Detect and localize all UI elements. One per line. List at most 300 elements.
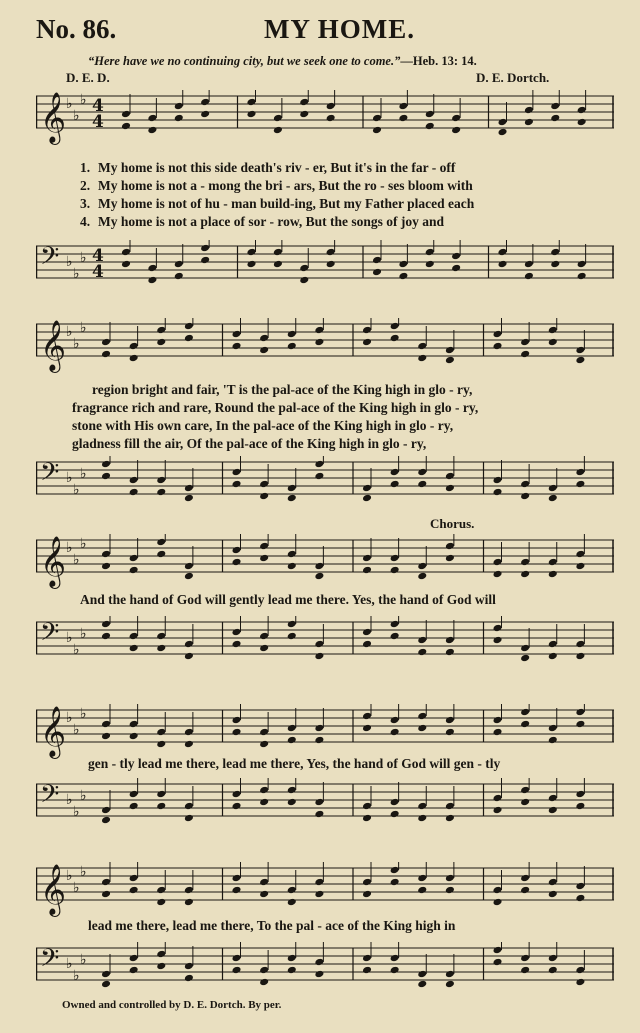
note-head (575, 652, 585, 661)
note-head (362, 628, 372, 637)
flat-icon: ♭ (80, 626, 87, 642)
note-head (156, 962, 166, 971)
treble-staff (36, 90, 614, 143)
note-head (232, 558, 242, 567)
note-head (101, 720, 111, 729)
note-head (129, 554, 139, 563)
flat-icon: ♭ (73, 108, 80, 124)
note-head (314, 562, 324, 571)
note-head (575, 790, 585, 799)
note-head (147, 264, 157, 273)
note-head (247, 260, 257, 269)
treble-staff (36, 318, 614, 371)
note-head (362, 802, 372, 811)
note-head (520, 570, 530, 579)
note-head (184, 886, 194, 895)
note-head (417, 874, 427, 883)
note-head (524, 106, 534, 115)
treble-staff (36, 534, 614, 587)
note-head (445, 980, 455, 989)
flat-icon: ♭ (73, 482, 80, 498)
note-head (287, 494, 297, 503)
note-head (129, 488, 139, 497)
note-head (184, 562, 194, 571)
note-head (129, 954, 139, 963)
note-head (200, 256, 210, 265)
note-head (451, 126, 461, 135)
note-head (575, 894, 585, 903)
note-head (184, 322, 194, 331)
note-head (390, 632, 400, 641)
note-head (524, 260, 534, 269)
note-head (259, 740, 269, 749)
note-head (390, 468, 400, 477)
flat-icon: ♭ (73, 642, 80, 658)
flat-icon: ♭ (66, 254, 73, 270)
note-head (550, 114, 560, 123)
note-head (121, 110, 131, 119)
note-head (101, 806, 111, 815)
note-head (390, 554, 400, 563)
note-head (445, 636, 455, 645)
note-head (548, 954, 558, 963)
note-head (575, 720, 585, 729)
treble-clef-icon: 𝄞 (40, 864, 67, 915)
note-head (445, 716, 455, 725)
note-head (101, 460, 111, 469)
note-head (299, 98, 309, 107)
verse-4-line: 4. My home is not a place of sor - row, But the songs of joy and (80, 214, 445, 229)
note-head (548, 326, 558, 335)
flat-icon: ♭ (66, 540, 73, 556)
note-head (259, 334, 269, 343)
note-head (287, 954, 297, 963)
note-head (259, 978, 269, 987)
note-head (520, 338, 530, 347)
note-head (259, 728, 269, 737)
note-head (548, 570, 558, 579)
note-head (417, 814, 427, 823)
note-head (520, 786, 530, 795)
note-head (524, 272, 534, 281)
hymn-number: No. 86. (36, 14, 117, 44)
bass-staff (36, 942, 614, 984)
note-head (417, 636, 427, 645)
note-head (575, 468, 585, 477)
quote-text: “Here have we no continuing city, but we seek one to come.” (88, 54, 401, 68)
flat-icon: ♭ (80, 536, 87, 552)
note-head (156, 538, 166, 547)
note-head (398, 102, 408, 111)
treble-clef-icon: 𝄞 (40, 320, 67, 371)
note-head (390, 334, 400, 343)
note-head (390, 878, 400, 887)
note-head (287, 484, 297, 493)
note-head (247, 98, 257, 107)
note-head (362, 338, 372, 347)
chorus-line-1: And the hand of God will gently lead me there. Yes, the hand of God will (80, 592, 496, 607)
note-head (417, 468, 427, 477)
note-head (417, 342, 427, 351)
flat-icon: ♭ (80, 320, 87, 336)
note-head (520, 966, 530, 975)
note-head (575, 966, 585, 975)
bass-staff (36, 456, 614, 498)
time-signature: 4 (92, 96, 104, 116)
note-head (156, 886, 166, 895)
note-head (174, 260, 184, 269)
verse-2-line: 2. My home is not a - mong the bri - ars, But the ro - ses bloom with (80, 178, 473, 193)
note-head (200, 244, 210, 253)
note-head (184, 334, 194, 343)
note-head (493, 624, 503, 633)
flat-icon: ♭ (80, 864, 87, 880)
note-head (287, 562, 297, 571)
note-head (362, 814, 372, 823)
note-head (493, 958, 503, 967)
note-head (101, 620, 111, 629)
note-head (548, 806, 558, 815)
note-head (493, 794, 503, 803)
flat-icon: ♭ (80, 788, 87, 804)
note-head (232, 330, 242, 339)
treble-clef-icon: 𝄞 (40, 92, 67, 143)
note-head (577, 118, 587, 127)
note-head (101, 350, 111, 359)
note-head (259, 644, 269, 653)
note-head (232, 728, 242, 737)
note-head (451, 114, 461, 123)
note-head (247, 248, 257, 257)
note-head (129, 720, 139, 729)
note-head (445, 814, 455, 823)
time-signature: 4 (92, 246, 104, 266)
bass-staff (36, 240, 614, 282)
note-head (493, 342, 503, 351)
note-head (299, 264, 309, 273)
note-head (520, 558, 530, 567)
note-head (156, 338, 166, 347)
note-head (362, 640, 372, 649)
note-head (232, 546, 242, 555)
bass-clef-icon: 𝄢 (40, 944, 60, 979)
note-head (156, 898, 166, 907)
note-head (200, 110, 210, 119)
note-head (575, 480, 585, 489)
note-head (445, 356, 455, 365)
bass-clef-icon: 𝄢 (40, 242, 60, 277)
note-head (445, 886, 455, 895)
note-head (575, 802, 585, 811)
note-head (156, 550, 166, 559)
note-head (520, 654, 530, 663)
note-head (390, 322, 400, 331)
note-head (445, 648, 455, 657)
verse-3-line: stone with His own care, In the pal-ace of the King high in glo - ry, (72, 418, 454, 433)
note-head (524, 118, 534, 127)
note-head (314, 572, 324, 581)
note-head (398, 114, 408, 123)
note-head (259, 346, 269, 355)
note-head (287, 620, 297, 629)
note-head (299, 110, 309, 119)
note-head (184, 962, 194, 971)
note-head (273, 260, 283, 269)
note-head (314, 810, 324, 819)
note-head (520, 644, 530, 653)
note-head (372, 114, 382, 123)
note-head (314, 798, 324, 807)
flat-icon: ♭ (73, 266, 80, 282)
note-head (493, 488, 503, 497)
note-head (498, 118, 508, 127)
note-head (101, 980, 111, 989)
note-head (259, 786, 269, 795)
note-head (575, 356, 585, 365)
note-head (174, 272, 184, 281)
note-head (445, 542, 455, 551)
note-head (101, 970, 111, 979)
note-head (445, 554, 455, 563)
note-head (575, 708, 585, 717)
note-head (129, 476, 139, 485)
composer-credit: D. E. Dortch. (476, 70, 550, 85)
quote-reference: —Heb. 13: 14. (400, 54, 477, 68)
note-head (445, 970, 455, 979)
flat-icon: ♭ (80, 466, 87, 482)
flat-icon: ♭ (73, 336, 80, 352)
verse-3-line: 3. My home is not of hu - man build-ing, But my Father placed each (80, 196, 475, 211)
note-head (314, 652, 324, 661)
note-head (417, 886, 427, 895)
note-head (520, 492, 530, 501)
note-head (577, 106, 587, 115)
flat-icon: ♭ (80, 92, 87, 108)
note-head (147, 114, 157, 123)
note-head (417, 572, 427, 581)
note-head (372, 256, 382, 265)
flat-icon: ♭ (80, 952, 87, 968)
note-head (417, 480, 427, 489)
note-head (156, 488, 166, 497)
verse-1-line: region bright and fair, 'T is the pal-ace of the King high in glo - ry, (92, 382, 473, 397)
note-head (390, 966, 400, 975)
note-head (232, 480, 242, 489)
flat-icon: ♭ (66, 956, 73, 972)
bass-clef-icon: 𝄢 (40, 458, 60, 493)
note-head (425, 122, 435, 131)
note-head (129, 802, 139, 811)
flat-icon: ♭ (73, 968, 80, 984)
note-head (287, 798, 297, 807)
note-head (362, 494, 372, 503)
note-head (548, 736, 558, 745)
note-head (548, 724, 558, 733)
note-head (493, 886, 503, 895)
note-head (232, 886, 242, 895)
note-head (287, 966, 297, 975)
note-head (548, 890, 558, 899)
note-head (445, 346, 455, 355)
flat-icon: ♭ (80, 706, 87, 722)
note-head (184, 898, 194, 907)
note-head (398, 260, 408, 269)
note-head (520, 480, 530, 489)
note-head (129, 886, 139, 895)
note-head (493, 330, 503, 339)
note-head (362, 724, 372, 733)
note-head (372, 126, 382, 135)
chorus-line-3: lead me there, lead me there, To the pal - ace of the King high in (88, 918, 456, 933)
note-head (520, 798, 530, 807)
note-head (548, 338, 558, 347)
note-head (548, 966, 558, 975)
note-head (390, 810, 400, 819)
note-head (101, 878, 111, 887)
note-head (417, 724, 427, 733)
note-head (326, 102, 336, 111)
note-head (550, 102, 560, 111)
note-head (101, 890, 111, 899)
note-head (520, 954, 530, 963)
note-head (232, 628, 242, 637)
note-head (575, 562, 585, 571)
note-head (101, 338, 111, 347)
bass-staff (36, 778, 614, 820)
note-head (129, 342, 139, 351)
note-head (259, 878, 269, 887)
note-head (493, 728, 503, 737)
note-head (520, 350, 530, 359)
note-head (445, 802, 455, 811)
lyricist-credit: D. E. D. (66, 70, 110, 85)
note-head (314, 472, 324, 481)
note-head (577, 260, 587, 269)
flat-icon: ♭ (73, 722, 80, 738)
note-head (451, 264, 461, 273)
note-head (445, 728, 455, 737)
flat-icon: ♭ (73, 552, 80, 568)
note-head (575, 882, 585, 891)
note-head (121, 248, 131, 257)
note-head (548, 484, 558, 493)
chorus-label: Chorus. (430, 516, 475, 531)
note-head (390, 866, 400, 875)
flat-icon: ♭ (66, 324, 73, 340)
note-head (314, 970, 324, 979)
note-head (417, 802, 427, 811)
note-head (498, 260, 508, 269)
note-head (417, 562, 427, 571)
note-head (101, 632, 111, 641)
note-head (287, 886, 297, 895)
note-head (362, 966, 372, 975)
note-head (314, 460, 324, 469)
note-head (287, 330, 297, 339)
note-head (493, 898, 503, 907)
note-head (232, 640, 242, 649)
note-head (314, 958, 324, 967)
note-head (184, 640, 194, 649)
note-head (287, 724, 297, 733)
note-head (575, 346, 585, 355)
flat-icon: ♭ (66, 630, 73, 646)
flat-icon: ♭ (66, 470, 73, 486)
note-head (174, 114, 184, 123)
note-head (129, 966, 139, 975)
note-head (314, 338, 324, 347)
note-head (156, 950, 166, 959)
note-head (548, 640, 558, 649)
note-head (451, 252, 461, 261)
note-head (362, 954, 372, 963)
verse-4-line: gladness fill the air, Of the pal-ace of the King high in glo - ry, (72, 436, 427, 451)
note-head (417, 712, 427, 721)
note-head (287, 550, 297, 559)
note-head (259, 632, 269, 641)
note-head (425, 248, 435, 257)
note-head (101, 550, 111, 559)
note-head (174, 102, 184, 111)
bass-clef-icon: 𝄢 (40, 618, 60, 653)
note-head (520, 708, 530, 717)
verse-1-line: 1. My home is not this side death's riv - er, But it's in the far - off (80, 160, 456, 175)
note-head (129, 732, 139, 741)
note-head (259, 798, 269, 807)
note-head (232, 966, 242, 975)
note-head (184, 652, 194, 661)
note-head (417, 970, 427, 979)
note-head (200, 98, 210, 107)
note-head (548, 494, 558, 503)
note-head (156, 740, 166, 749)
note-head (390, 480, 400, 489)
flat-icon: ♭ (73, 804, 80, 820)
note-head (287, 898, 297, 907)
note-head (101, 732, 111, 741)
note-head (550, 248, 560, 257)
time-signature: 4 (92, 262, 104, 282)
note-head (287, 342, 297, 351)
note-head (184, 484, 194, 493)
note-head (390, 716, 400, 725)
note-head (101, 472, 111, 481)
chorus-line-2: gen - tly lead me there, lead me there, Yes, the hand of God will gen - tly (88, 756, 501, 771)
note-head (575, 550, 585, 559)
note-head (326, 114, 336, 123)
treble-staff (36, 862, 614, 915)
note-head (259, 554, 269, 563)
note-head (259, 480, 269, 489)
note-head (129, 790, 139, 799)
note-head (121, 122, 131, 131)
note-head (273, 248, 283, 257)
note-head (287, 786, 297, 795)
copyright-footer: Owned and controlled by D. E. Dortch. By per. (62, 999, 282, 1011)
note-head (362, 566, 372, 575)
note-head (548, 878, 558, 887)
note-head (184, 740, 194, 749)
note-head (362, 326, 372, 335)
note-head (390, 798, 400, 807)
verse-2-line: fragrance rich and rare, Round the pal-ace of the King high in glo - ry, (72, 400, 479, 415)
note-head (493, 716, 503, 725)
note-head (184, 802, 194, 811)
note-head (101, 562, 111, 571)
note-head (417, 980, 427, 989)
note-head (232, 954, 242, 963)
note-head (273, 126, 283, 135)
